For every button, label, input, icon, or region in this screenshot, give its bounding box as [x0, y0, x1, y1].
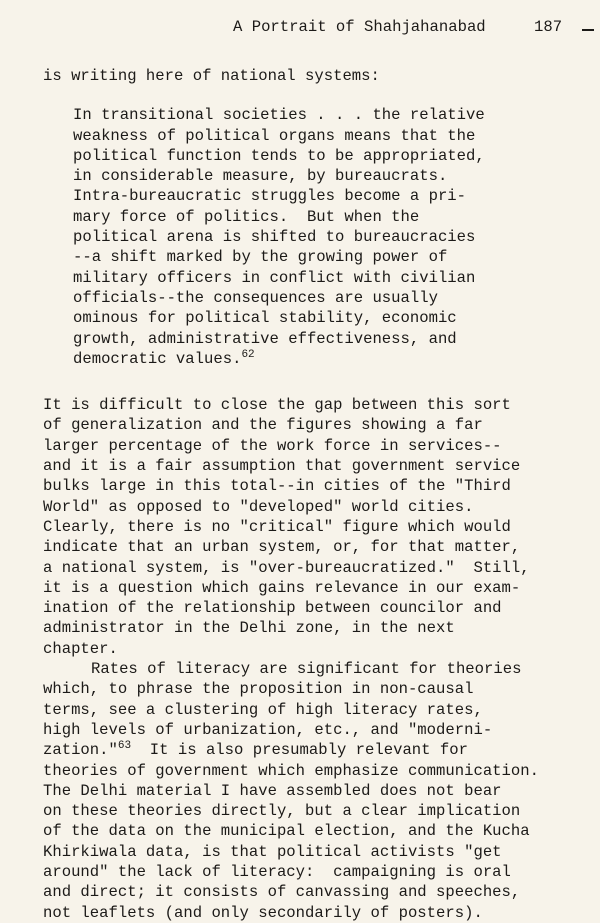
paragraph-line: which, to phrase the proposition in non-causal — [43, 680, 474, 699]
paragraph-first-line: Rates of literacy are significant for theories — [91, 660, 522, 679]
paragraph-line: high levels of urbanization, etc., and "moderni- — [43, 720, 493, 739]
line-start: zation." — [43, 741, 118, 760]
paragraph-line: ination of the relationship between councilor and — [43, 599, 502, 618]
paragraph-line: chapter. — [43, 639, 118, 658]
paragraph-line: it is a question which gains relevance in our exam- — [43, 578, 521, 597]
quote-line: --a shift marked by the growing power of — [73, 248, 448, 267]
quote-line: mary force of politics. But when the — [73, 207, 420, 226]
paragraph-line: Khirkiwala data, is that political activists "get — [43, 842, 502, 861]
footnote-marker: 63 — [117, 740, 132, 753]
page-body — [43, 66, 593, 923]
paragraph-line: indicate that an urban system, or, for that matter, — [43, 538, 521, 557]
quote-line: weakness of political organs means that the — [73, 126, 476, 145]
paragraph-line: terms, see a clustering of high literacy rates, — [43, 700, 483, 719]
paragraph-line: theories of government which emphasize communication. — [43, 761, 539, 780]
quote-last-line — [73, 349, 593, 369]
running-header — [0, 18, 600, 42]
paragraph-line: and it is a fair assumption that government service — [43, 457, 521, 476]
paragraph-line: not leaflets (and only secondarily of posters). — [43, 903, 483, 922]
paragraph-line: of the data on the municipal election, and the Kucha — [43, 822, 530, 841]
paragraph-line: It is difficult to close the gap between this sort — [43, 396, 511, 415]
paragraph-line: larger percentage of the work force in services-- — [43, 436, 502, 455]
paragraph-line: Clearly, there is no "critical" figure which would — [43, 517, 511, 536]
paragraph-line: World" as opposed to "developed" world cities. — [43, 497, 474, 516]
quote-line: growth, administrative effectiveness, and — [73, 329, 457, 348]
paragraph-line: a national system, is "over-bureaucratized." Still, — [43, 558, 530, 577]
quote-last-text: democratic values. — [73, 349, 242, 368]
lead-in-line: is writing here of national systems: — [43, 67, 380, 85]
block-quote — [73, 105, 593, 369]
paragraph-line: bulks large in this total--in cities of the "Third — [43, 477, 511, 496]
quote-line: in considerable measure, by bureaucrats. — [73, 167, 448, 186]
paragraph — [43, 395, 593, 659]
paragraph — [43, 659, 593, 923]
footnote-marker: 62 — [241, 348, 255, 361]
paragraph-line: around" the lack of literacy: campaigning is oral — [43, 862, 511, 881]
quote-line: Intra-bureaucratic struggles become a pri- — [73, 187, 467, 206]
quote-line: political function tends to be appropriated, — [73, 146, 485, 165]
quote-line: officials--the consequences are usually — [73, 288, 438, 307]
paragraph-line: of generalization and the figures showing a far — [43, 416, 483, 435]
paragraph-line: administrator in the Delhi zone, in the next — [43, 619, 455, 638]
paragraph-line: The Delhi material I have assembled does not bear — [43, 781, 502, 800]
line-end: It is also presumably relevant for — [131, 741, 468, 760]
corner-mark — [582, 29, 594, 31]
quote-line: political arena is shifted to bureaucracies — [73, 228, 476, 247]
quote-line: ominous for political stability, economic — [73, 309, 457, 328]
paragraph-line: on these theories directly, but a clear implication — [43, 802, 521, 821]
quote-line: In transitional societies . . . the relative — [73, 106, 485, 125]
paragraph-line-with-footnote — [43, 740, 593, 760]
running-title: A Portrait of Shahjahanabad — [233, 18, 486, 36]
paragraph-line: and direct; it consists of canvassing and speeches, — [43, 883, 521, 902]
page-number: 187 — [534, 18, 563, 36]
quote-line: military officers in conflict with civilian — [73, 268, 476, 287]
